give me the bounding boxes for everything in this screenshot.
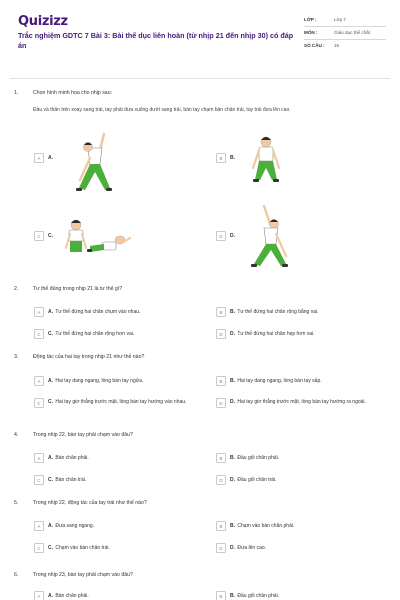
option-box[interactable]: B xyxy=(216,453,226,463)
option-letter: A. xyxy=(48,154,53,161)
option-text: Chạm vào bàn chân phải. xyxy=(237,522,295,529)
option-box[interactable]: D xyxy=(216,231,226,241)
question-text: Trong nhịp 22, động tác của tay trái như thế nào? xyxy=(33,500,147,506)
quizizz-logo: Quizizz xyxy=(18,14,68,29)
option-c[interactable] xyxy=(34,475,86,485)
option-d[interactable] xyxy=(216,231,236,241)
option-letter: B. xyxy=(230,154,235,161)
option-text: Tư thế đứng hai chân hẹp hơn vai. xyxy=(237,330,315,337)
question-number: 2. xyxy=(14,286,19,292)
option-a[interactable] xyxy=(34,521,94,531)
option-d[interactable] xyxy=(216,398,388,408)
option-box[interactable]: D xyxy=(216,329,226,339)
option-box[interactable]: C xyxy=(34,398,44,408)
option-c[interactable] xyxy=(34,543,110,553)
option-letter: A. xyxy=(48,377,53,384)
option-b[interactable] xyxy=(216,453,279,463)
question-number: 5. xyxy=(14,500,19,506)
option-letter: D. xyxy=(230,232,235,239)
option-b[interactable] xyxy=(216,307,319,317)
option-letter: C. xyxy=(48,476,53,483)
meta-row-class xyxy=(304,14,386,27)
option-box[interactable]: A xyxy=(34,521,44,531)
option-box[interactable]: A xyxy=(34,453,44,463)
option-letter: B. xyxy=(230,308,235,315)
question-text: Chọn hình minh họa cho nhịp sau: xyxy=(33,90,113,96)
option-d[interactable] xyxy=(216,543,266,553)
option-a[interactable] xyxy=(34,153,54,163)
option-text: Hai tay giơ thẳng trước mặt, lòng bàn tay hướng vào nhau. xyxy=(55,398,187,405)
exercise-figure-a xyxy=(70,128,122,196)
option-letter: B. xyxy=(230,377,235,384)
option-letter: B. xyxy=(230,592,235,599)
option-a[interactable] xyxy=(34,376,143,386)
option-a[interactable] xyxy=(34,307,140,317)
option-b[interactable] xyxy=(216,376,322,386)
option-box[interactable]: C xyxy=(34,329,44,339)
question-number: 1. xyxy=(14,90,19,96)
option-letter: D. xyxy=(230,544,235,551)
figure-option-b xyxy=(248,134,284,186)
option-text: Đầu gối chân trái. xyxy=(237,476,277,483)
worksheet-header xyxy=(0,0,400,80)
meta-row-subject xyxy=(304,27,386,40)
option-letter: C. xyxy=(48,544,53,551)
option-text: Hai tay dang ngang, lòng bàn tay ngửa. xyxy=(55,377,144,384)
question-text: Trong nhịp 22, bàn tay phải chạm vào đâu? xyxy=(33,432,133,438)
option-box[interactable]: C xyxy=(34,475,44,485)
option-box[interactable]: B xyxy=(216,153,226,163)
option-c[interactable] xyxy=(34,329,134,339)
option-letter: C. xyxy=(48,232,53,239)
exercise-figure-d xyxy=(240,202,296,272)
meta-label: SỐ CÂU : xyxy=(304,43,325,49)
header-divider xyxy=(10,78,390,79)
figure-option-c xyxy=(60,216,140,258)
option-box[interactable]: A xyxy=(34,153,44,163)
option-box[interactable]: C xyxy=(34,543,44,553)
option-letter: C. xyxy=(48,398,53,405)
question-number: 4. xyxy=(14,432,19,438)
option-letter: B. xyxy=(230,454,235,461)
question-text: Trong nhịp 23, bàn tay phải chạm vào đâu? xyxy=(33,572,133,578)
option-text: Đầu gối chân phải. xyxy=(237,592,280,599)
option-letter: D. xyxy=(230,476,235,483)
option-letter: D. xyxy=(230,398,235,405)
option-box[interactable]: D xyxy=(216,543,226,553)
option-a[interactable] xyxy=(34,591,89,600)
question-text: Động tác của hai tay trong nhịp 21 như thế nào? xyxy=(33,354,145,360)
exercise-figure-b xyxy=(248,134,284,186)
option-text: Hai tay dang ngang, lòng bàn tay sấp. xyxy=(237,377,322,384)
meta-value: Lớp 7 xyxy=(334,17,346,22)
option-c[interactable] xyxy=(34,398,196,408)
option-text: Đưa lên cao. xyxy=(237,544,267,551)
option-text: Tư thế đứng hai chân rộng hơn vai. xyxy=(55,330,135,337)
exercise-figure-c xyxy=(60,216,140,258)
option-d[interactable] xyxy=(216,475,277,485)
option-box[interactable]: C xyxy=(34,231,44,241)
option-text: Bàn chân trái. xyxy=(55,476,87,483)
option-box[interactable]: A xyxy=(34,376,44,386)
option-box[interactable]: D xyxy=(216,475,226,485)
option-letter: C. xyxy=(48,330,53,337)
option-letter: A. xyxy=(48,522,53,529)
option-text: Hai tay giơ thẳng trước mặt, lòng bàn tay hướng ra ngoài. xyxy=(237,398,366,405)
option-letter: D. xyxy=(230,330,235,337)
option-d[interactable] xyxy=(216,329,315,339)
worksheet-meta-table xyxy=(304,14,386,53)
option-box[interactable]: B xyxy=(216,376,226,386)
option-letter: A. xyxy=(48,308,53,315)
meta-label: LỚP : xyxy=(304,17,317,22)
meta-row-question-count xyxy=(304,40,386,52)
question-number: 3. xyxy=(14,354,19,360)
option-b[interactable] xyxy=(216,591,279,600)
option-letter: A. xyxy=(48,592,53,599)
option-text: Chạm vào bàn chân trái. xyxy=(55,544,110,551)
worksheet-title: Trắc nghiệm GDTC 7 Bài 3: Bài thể dục liên hoàn (từ nhịp 21 đến nhịp 30) có đáp án xyxy=(18,31,294,51)
option-box[interactable]: A xyxy=(34,307,44,317)
question-text: Tư thế đúng trong nhịp 21 là tư thế gì? xyxy=(33,286,123,292)
question-subtext: Đầu và thân trên xoay sang trái, tay phải đưa xuống dưới sang trái, bàn tay chạm bàn chân trái, tay trái đưa lên cao. xyxy=(33,107,291,113)
option-box[interactable]: B xyxy=(216,521,226,531)
meta-value: 15 xyxy=(334,43,340,49)
option-text: Đầu gối chân phải. xyxy=(237,454,280,461)
option-box[interactable]: B xyxy=(216,591,226,600)
option-letter: B. xyxy=(230,522,235,529)
meta-value: Giáo dục thể chất xyxy=(334,30,371,36)
option-box[interactable]: A xyxy=(34,591,44,600)
option-b[interactable] xyxy=(216,521,294,531)
option-text: Đưa sang ngang. xyxy=(55,522,95,529)
option-b[interactable] xyxy=(216,153,236,163)
option-text: Tư thế đứng hai chân rộng bằng vai. xyxy=(237,308,319,315)
question-number: 6. xyxy=(14,572,19,578)
figure-option-a xyxy=(70,128,122,196)
meta-label: MÔN : xyxy=(304,30,318,36)
option-text: Bàn chân phải. xyxy=(55,454,89,461)
option-a[interactable] xyxy=(34,453,89,463)
option-letter: A. xyxy=(48,454,53,461)
option-text: Tư thế đứng hai chân chụm vào nhau. xyxy=(55,308,141,315)
option-box[interactable]: B xyxy=(216,307,226,317)
option-box[interactable]: D xyxy=(216,398,226,408)
option-text: Bàn chân phải. xyxy=(55,592,89,599)
figure-option-d xyxy=(240,202,296,272)
option-c[interactable] xyxy=(34,231,54,241)
